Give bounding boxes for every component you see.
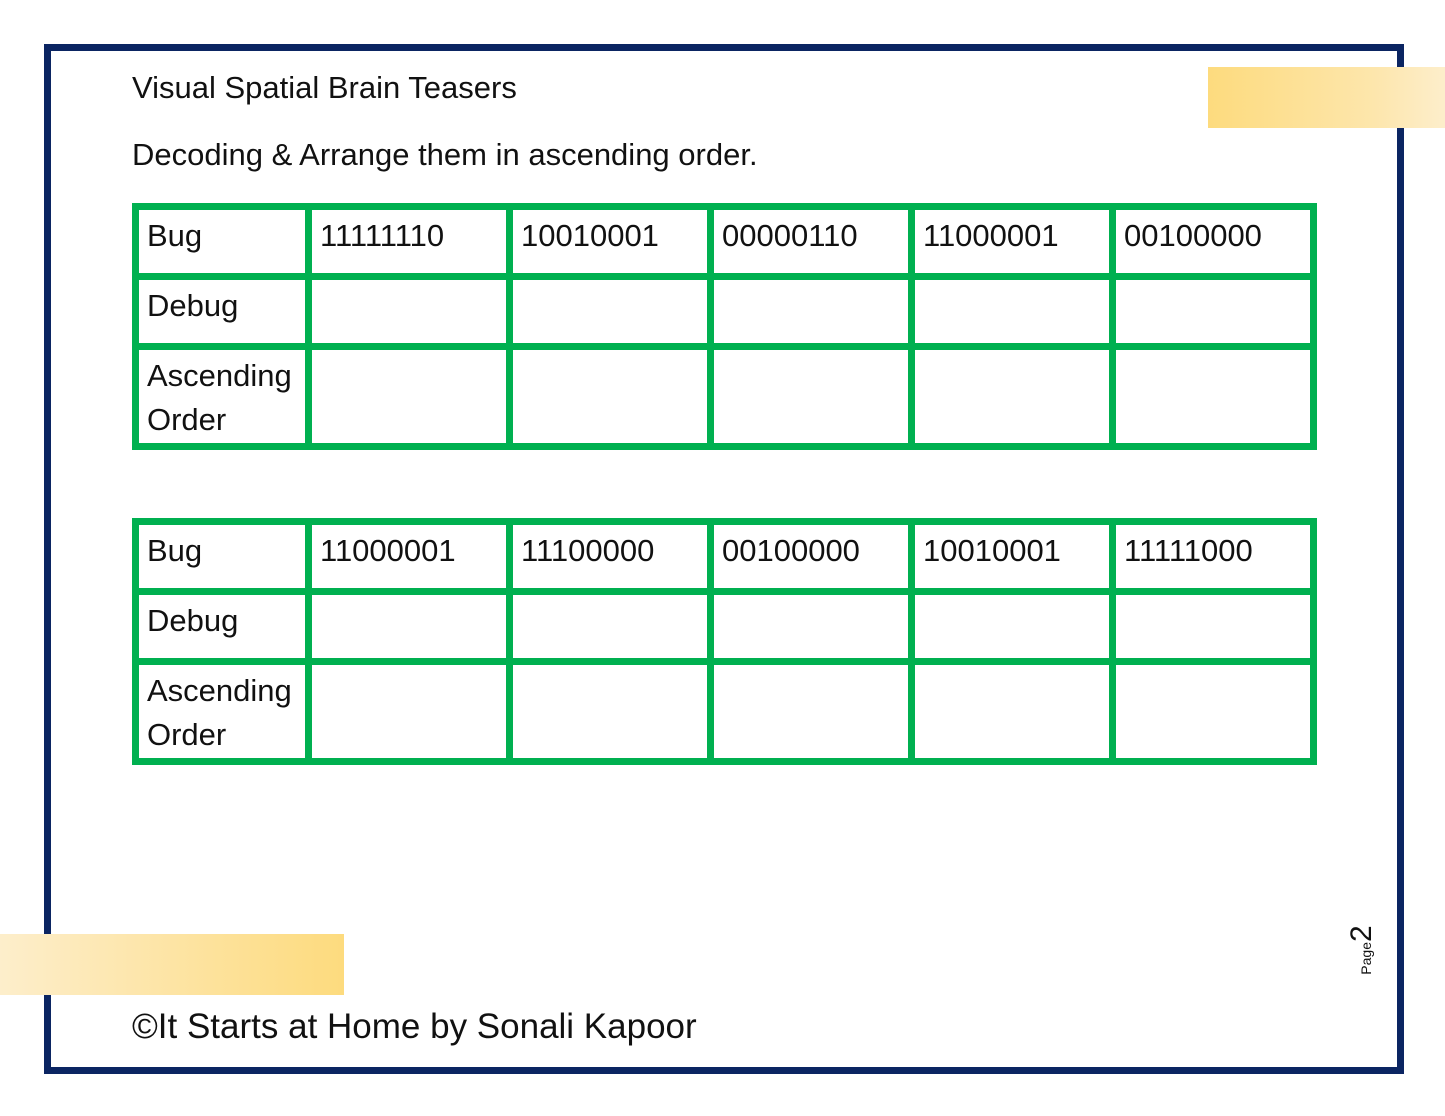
answer-cell[interactable] <box>912 592 1113 662</box>
answer-cell[interactable] <box>1113 277 1314 347</box>
code-cell: 11100000 <box>510 522 711 592</box>
page-title: Visual Spatial Brain Teasers <box>132 70 517 105</box>
ascending-order-row <box>136 662 1314 762</box>
code-cell: 11000001 <box>912 207 1113 277</box>
answer-cell[interactable] <box>1113 662 1314 762</box>
answer-cell[interactable] <box>510 592 711 662</box>
answer-cell[interactable] <box>1113 592 1314 662</box>
code-cell: 00100000 <box>711 522 912 592</box>
answer-cell[interactable] <box>309 347 510 447</box>
code-cell: 10010001 <box>510 207 711 277</box>
row-label: Ascending Order <box>136 662 309 762</box>
page-number-value: 2 <box>1345 925 1378 942</box>
answer-cell[interactable] <box>711 347 912 447</box>
row-label: Debug <box>136 277 309 347</box>
ascending-order-row <box>136 347 1314 447</box>
decorative-bar-top <box>1208 67 1445 128</box>
row-label: Debug <box>136 592 309 662</box>
row-label: Bug <box>136 522 309 592</box>
code-cell: 11111000 <box>1113 522 1314 592</box>
answer-cell[interactable] <box>510 347 711 447</box>
answer-cell[interactable] <box>510 662 711 762</box>
row-label: Bug <box>136 207 309 277</box>
code-cell: 10010001 <box>912 522 1113 592</box>
answer-cell[interactable] <box>309 662 510 762</box>
bug-row <box>136 522 1314 592</box>
answer-cell[interactable] <box>309 592 510 662</box>
copyright-footer: ©It Starts at Home by Sonali Kapoor <box>132 1007 697 1046</box>
code-cell: 11111110 <box>309 207 510 277</box>
puzzle-table-1 <box>132 203 1317 450</box>
puzzle-table-2 <box>132 518 1317 765</box>
code-cell: 11000001 <box>309 522 510 592</box>
answer-cell[interactable] <box>711 592 912 662</box>
code-cell: 00100000 <box>1113 207 1314 277</box>
answer-cell[interactable] <box>711 662 912 762</box>
instruction-text: Decoding & Arrange them in ascending order. <box>132 137 758 172</box>
answer-cell[interactable] <box>711 277 912 347</box>
answer-cell[interactable] <box>912 277 1113 347</box>
answer-cell[interactable] <box>912 347 1113 447</box>
bug-row <box>136 207 1314 277</box>
code-cell: 00000110 <box>711 207 912 277</box>
page-label: Page <box>1358 942 1374 975</box>
answer-cell[interactable] <box>912 662 1113 762</box>
answer-cell[interactable] <box>1113 347 1314 447</box>
debug-row <box>136 277 1314 347</box>
decorative-bar-bottom <box>0 934 344 995</box>
answer-cell[interactable] <box>510 277 711 347</box>
answer-cell[interactable] <box>309 277 510 347</box>
page-number <box>1345 915 1405 985</box>
debug-row <box>136 592 1314 662</box>
row-label: Ascending Order <box>136 347 309 447</box>
